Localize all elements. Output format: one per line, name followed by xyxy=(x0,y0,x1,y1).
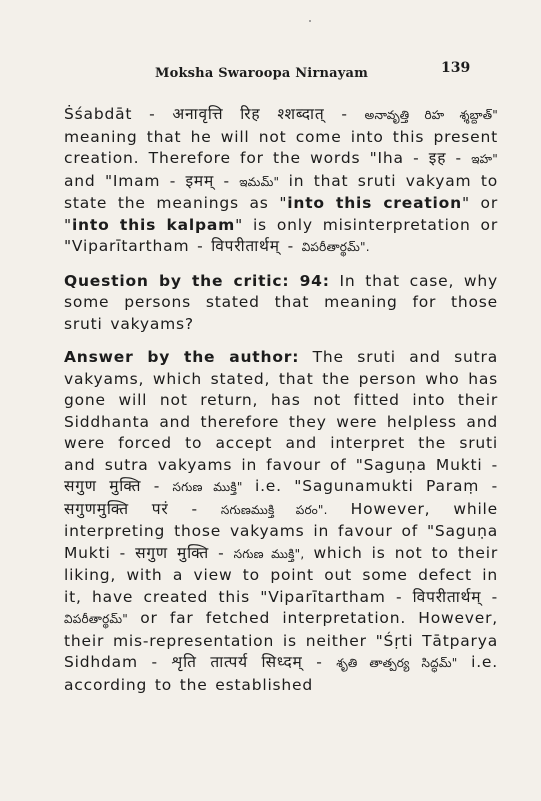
text-segment: which is not to their liking, with a view to point out some defect in it, have created this "Viparītartham - xyxy=(64,543,498,606)
text-segment: The sruti and sutra vakyams, which stated, that the person who has gone will not return, has not fitted into their Siddhanta and therefore they were helpless and were forced to accept and interpret the sruti and sutra vakyams in favour of "Saguṇa Mukti - xyxy=(64,348,498,474)
paragraph-question-94 xyxy=(64,271,498,336)
scan-speck xyxy=(309,20,311,22)
text-segment: శృతి తాత్పర్య సిద్ధమ్" xyxy=(336,656,458,670)
text-segment: इह xyxy=(428,149,447,167)
bold-text-segment: into this kalpam xyxy=(71,215,236,234)
text-segment: - xyxy=(279,237,302,255)
text-segment: సగుణ ముక్తి", xyxy=(233,546,305,561)
text-segment: - xyxy=(302,653,337,671)
running-title: Moksha Swaroopa Nirnayam xyxy=(155,66,369,81)
text-segment: i.e. "Sagunamukti Paraṃ - xyxy=(242,477,498,495)
text-segment: - xyxy=(324,105,365,123)
text-segment: - xyxy=(209,543,234,562)
text-segment: in that sruti vakyam to state the meanings as " xyxy=(64,171,498,212)
text-segment: " or " xyxy=(64,194,498,234)
text-segment: सगुणमुक्ति परं xyxy=(64,499,169,518)
text-segment: In that case, why some persons stated that meaning for those sruti vakyams? xyxy=(64,271,498,333)
text-segment: However, while interpreting those vakyams in favour of "Saguṇa Mukti - xyxy=(64,499,498,562)
paragraph-sruti-interpretation xyxy=(64,104,498,259)
text-segment: Ṡśabdāt - xyxy=(64,105,173,123)
text-segment: विपरीतार्थम् xyxy=(211,237,280,255)
text-segment: " is only misinterpretation or "Viparītartham - xyxy=(64,215,498,255)
text-segment: అనావృత్తి రిహ శ్శబ్దాత్" xyxy=(364,108,498,122)
text-segment: शृति तात्पर्य सिध्दम् xyxy=(171,653,303,671)
text-segment: విపరీతార్థమ్". xyxy=(301,240,370,254)
text-segment: i.e. according to the established xyxy=(64,653,498,694)
bold-text-segment: into this creation xyxy=(287,194,462,212)
text-segment: - xyxy=(141,477,173,495)
text-segment: విపరీతార్థమ్" xyxy=(64,612,129,626)
text-segment: सगुण मुक्ति xyxy=(135,543,210,562)
text-segment: సగుణముక్తి పరం". xyxy=(220,502,328,517)
page-number: 139 xyxy=(441,60,471,76)
paragraph-answer-author xyxy=(64,347,498,696)
text-segment: अनावृत्ति रिह श्शब्दात् xyxy=(172,105,325,123)
text-segment: सगुण मुक्ति xyxy=(64,477,142,495)
text-segment: and "Imam - xyxy=(64,171,186,190)
text-segment: विपरीतार्थम् xyxy=(412,587,482,606)
text-segment: సగుణ ముక్తి" xyxy=(172,480,243,494)
text-segment: - xyxy=(481,587,498,606)
bold-text-segment: Question by the critic: 94: xyxy=(64,271,330,290)
text-segment: - xyxy=(214,171,240,190)
text-segment: ఇహ" xyxy=(471,152,498,166)
text-segment: इमम् xyxy=(185,171,215,190)
text-segment: meaning that he will not come into this present creation. Therefore for the words "Iha - xyxy=(64,127,498,167)
page-body xyxy=(64,104,498,696)
text-segment: or far fetched interpretation. However, their mis-representation is neither "Śṛti Tātparya Sidhdam - xyxy=(64,609,498,671)
text-segment: - xyxy=(168,499,221,518)
text-segment: - xyxy=(446,149,472,167)
page-header xyxy=(0,54,541,84)
text-segment: ఇమమ్" xyxy=(239,174,280,189)
bold-text-segment: Answer by the author: xyxy=(64,348,300,366)
